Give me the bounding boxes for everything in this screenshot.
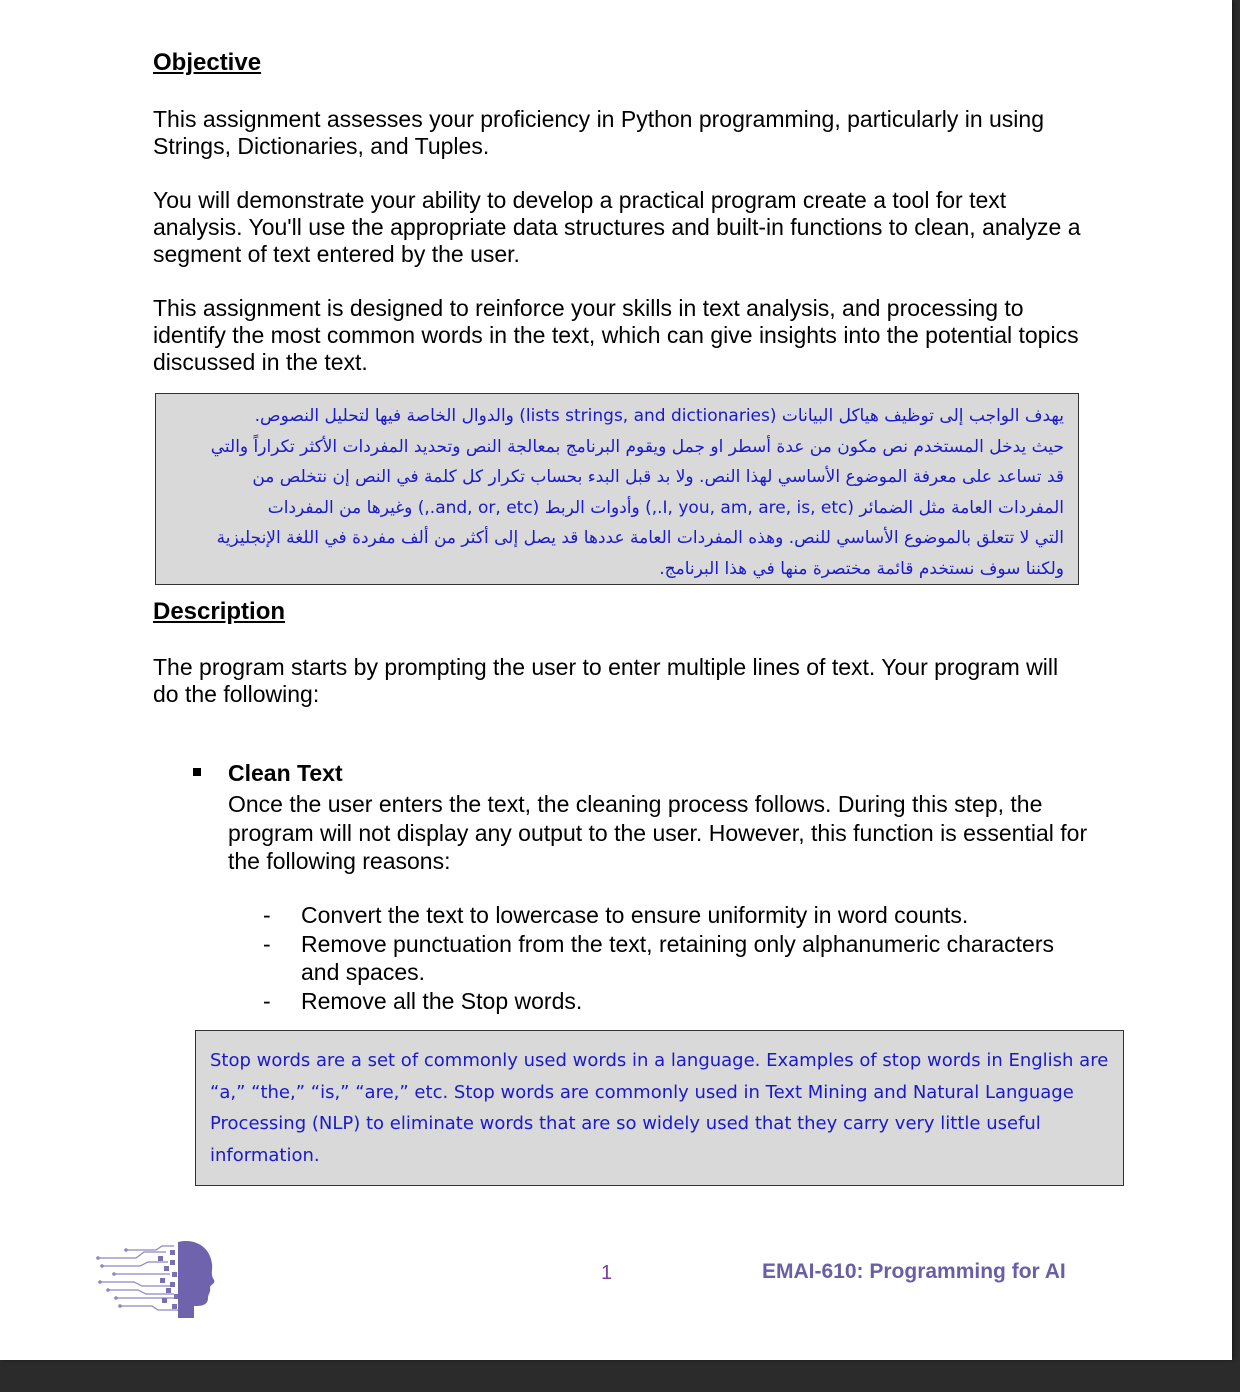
ai-head-circuit-icon [96,1236,218,1325]
arabic-line-5: التي لا تتعلق بالموضوع الأساسي للنص. وهذه المفردات العامة عددها قد يصل إلى أكثر من ألف مفردة في اللغة الإنجليزية [216,528,1064,548]
course-footer-title: EMAI-610: Programming for AI [762,1260,1066,1283]
list-item: - Remove all the Stop words. [263,987,1063,1016]
list-item: - Convert the text to lowercase to ensure uniformity in word counts. [263,901,1063,930]
stop-words-note-box [195,1030,1124,1186]
description-intro: The program starts by prompting the user to enter multiple lines of text. Your program will do the following: [153,654,1059,707]
square-bullet-icon [193,768,201,776]
description-heading: Description [153,598,286,625]
arabic-summary-box [155,393,1079,585]
objective-paragraph-1: This assignment assesses your proficiency in Python programming, particularly in using Strings, Dictionaries, and Tuples. [153,106,1045,159]
objective-heading: Objective [153,49,262,76]
page-number: 1 [601,1262,613,1284]
arabic-line-1: يهدف الواجب إلى توظيف هياكل البيانات (lists strings, and dictionaries) والدوال الخاصة فيها لتحليل النصوص. [254,406,1064,426]
arabic-line-3: قد تساعد على معرفة الموضوع الأساسي لهذا النص. ولا بد قبل البدء بحساب تكرار كل كلمة في النص إن نتخلص من [252,467,1064,487]
objective-paragraph-3: This assignment is designed to reinforce your skills in text analysis, and processing to identify the most common words in the text, which can give insights into the potential topics discussed in the text. [153,295,1079,375]
arabic-line-2: حيث يدخل المستخدم نص مكون من عدة أسطر او جمل ويقوم البرنامج بمعالجة النص وتحديد المفردات الأكثر تكراراً والتي [210,436,1064,457]
list-item: - Remove punctuation from the text, retaining only alphanumeric characters and spaces. [263,930,1063,987]
stop-words-note-text: Stop words are a set of commonly used words in a language. Examples of stop words in English are “a,” “the,” “is,” “are,” etc. Stop words are commonly used in Text Mining and Natural Language Processing (NLP) to eliminate words that are so widely used that they carry very little useful information. [210,1050,1109,1166]
clean-text-body: Once the user enters the text, the cleaning process follows. During this step, the program will not display any output to the user. However, this function is essential for the following reasons: [228,791,1088,874]
clean-text-title: Clean Text [228,760,343,786]
objective-paragraph-2: You will demonstrate your ability to develop a practical program create a tool for text analysis. You'll use the appropriate data structures and built-in functions to clean, analyze a segment of text entered by the user. [153,187,1081,267]
arabic-line-6: ولكننا سوف نستخدم قائمة مختصرة منها في هذا البرنامج. [659,558,1064,579]
cleaning-steps-list [263,901,1063,1015]
arabic-line-4: المفردات العامة مثل الضمائر (I, you, am, are, is, etc.,) وأدوات الربط (and, or, etc.,) وغيرها من المفردات [267,497,1064,518]
